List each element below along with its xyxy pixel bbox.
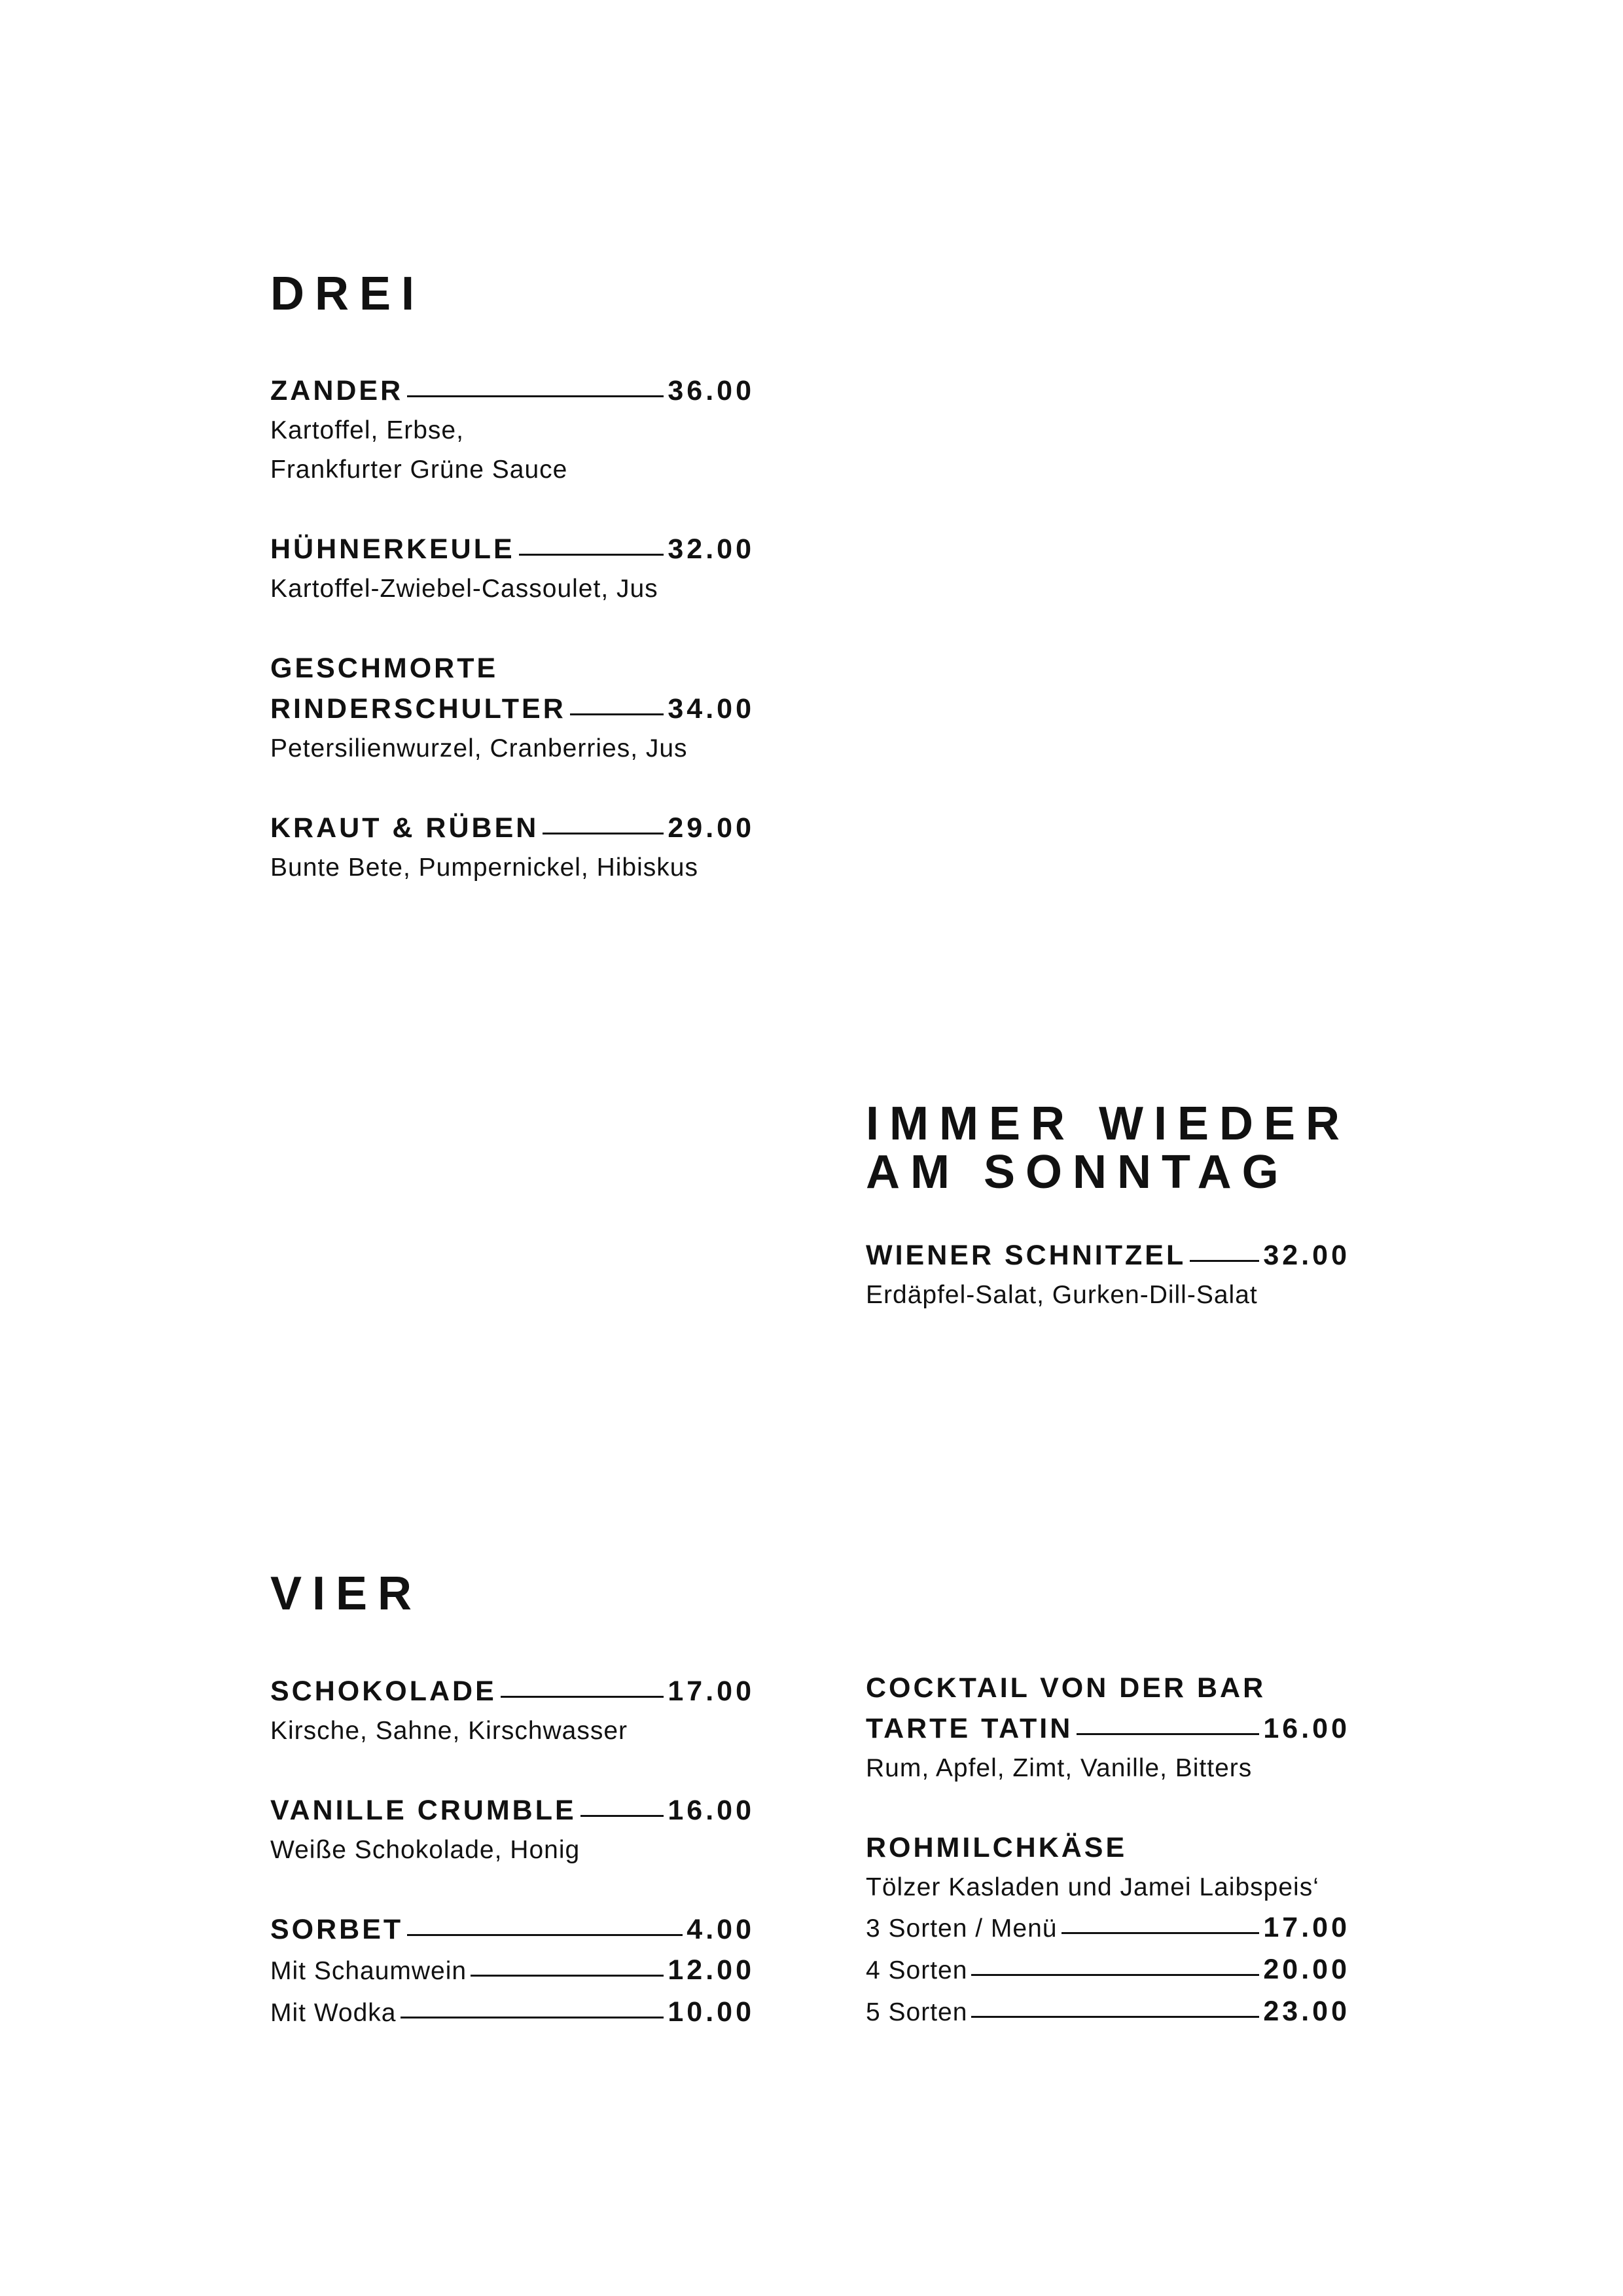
- item-price: 29.00: [668, 812, 755, 844]
- leader-line: [543, 833, 664, 834]
- item-row: [866, 1235, 1350, 1276]
- option-label: Mit Schaumwein: [270, 1957, 467, 1985]
- item-name: KRAUT & RÜBEN: [270, 812, 539, 844]
- section-title-text: DREI: [270, 268, 425, 320]
- item-price: 34.00: [668, 693, 755, 725]
- menu-section-sonntag: [866, 1235, 1350, 1354]
- option-price: 23.00: [1263, 1996, 1350, 2027]
- item-price: 36.00: [668, 375, 755, 406]
- menu-item-rohmilchkaese: [866, 1827, 1350, 2033]
- option-price: 20.00: [1263, 1954, 1350, 1985]
- option-price: 17.00: [1263, 1912, 1350, 1943]
- item-description: Kirsche, Sahne, Kirschwasser: [270, 1717, 628, 1745]
- option-price: 10.00: [668, 1996, 755, 2028]
- item-option-row: [866, 1991, 1350, 2033]
- option-label: 4 Sorten: [866, 1956, 968, 1984]
- item-row: [270, 1790, 755, 1831]
- menu-item-wiener-schnitzel: [866, 1235, 1350, 1315]
- item-description: Tölzer Kasladen und Jamei Laibspeis‘: [866, 1873, 1319, 1901]
- item-price: 17.00: [668, 1676, 755, 1707]
- item-name: ROHMILCHKÄSE: [866, 1832, 1128, 1863]
- leader-line: [407, 1934, 683, 1936]
- item-description: Rum, Apfel, Zimt, Vanille, Bitters: [866, 1754, 1253, 1782]
- leader-line: [401, 2017, 664, 2018]
- section-title-text: VIER: [270, 1568, 423, 1620]
- item-description: Kartoffel, Erbse,: [270, 416, 464, 444]
- item-price: 16.00: [1263, 1713, 1350, 1744]
- option-label: 3 Sorten / Menü: [866, 1914, 1058, 1943]
- item-option-row: [866, 1907, 1350, 1949]
- item-price: 32.00: [1263, 1240, 1350, 1271]
- item-name: RINDERSCHULTER: [270, 693, 566, 725]
- leader-line: [407, 395, 664, 397]
- item-price: 4.00: [687, 1914, 755, 1945]
- menu-section-vier-left: [270, 1671, 755, 2073]
- menu-item-sorbet: [270, 1909, 755, 2034]
- item-option-row: [270, 1992, 755, 2034]
- menu-item-tarte-tatin: [866, 1668, 1350, 1788]
- item-name-line: GESCHMORTE: [270, 653, 499, 684]
- item-price: 16.00: [668, 1795, 755, 1826]
- menu-item-rinderschulter: [270, 648, 755, 768]
- item-description: Frankfurter Grüne Sauce: [270, 456, 568, 484]
- menu-item-zander: [270, 370, 755, 490]
- item-name: TARTE TATIN: [866, 1713, 1073, 1744]
- menu-item-huehnerkeule: [270, 529, 755, 609]
- menu-section-vier-right: [866, 1668, 1350, 2072]
- section-title-line: AM SONNTAG: [866, 1146, 1289, 1198]
- item-name: WIENER SCHNITZEL: [866, 1240, 1186, 1271]
- item-row: [270, 529, 755, 569]
- item-price: 32.00: [668, 533, 755, 565]
- section-title-vier: [270, 1570, 422, 1618]
- item-description: Petersilienwurzel, Cranberries, Jus: [270, 734, 688, 762]
- leader-line: [971, 1974, 1259, 1976]
- leader-line: [1061, 1932, 1260, 1934]
- item-name: VANILLE CRUMBLE: [270, 1795, 577, 1826]
- item-row: [270, 1909, 755, 1950]
- leader-line: [501, 1696, 664, 1698]
- item-name-line: COCKTAIL VON DER BAR: [866, 1672, 1266, 1704]
- item-name: SCHOKOLADE: [270, 1676, 497, 1707]
- item-option-row: [866, 1949, 1350, 1991]
- leader-line: [519, 554, 664, 556]
- leader-line: [1190, 1260, 1259, 1262]
- option-label: Mit Wodka: [270, 1999, 397, 2027]
- leader-line: [971, 2016, 1259, 2018]
- item-row: [270, 808, 755, 848]
- item-row: [270, 689, 755, 729]
- leader-line: [471, 1975, 664, 1977]
- section-title-line: IMMER WIEDER: [866, 1098, 1350, 1150]
- item-option-row: [270, 1950, 755, 1992]
- item-name: HÜHNERKEULE: [270, 533, 515, 565]
- item-row: [270, 1671, 755, 1712]
- option-label: 5 Sorten: [866, 1998, 968, 2026]
- menu-item-kraut-rueben: [270, 808, 755, 888]
- item-name: SORBET: [270, 1914, 404, 1945]
- menu-item-schokolade: [270, 1671, 755, 1751]
- item-name: ZANDER: [270, 375, 404, 406]
- item-description: Weiße Schokolade, Honig: [270, 1836, 580, 1864]
- leader-line: [1077, 1733, 1259, 1735]
- item-description: Erdäpfel-Salat, Gurken-Dill-Salat: [866, 1281, 1258, 1309]
- item-row: [270, 370, 755, 411]
- item-row: [866, 1708, 1350, 1749]
- leader-line: [580, 1815, 664, 1817]
- leader-line: [570, 713, 664, 715]
- section-title-sonntag: [866, 1100, 1350, 1196]
- section-title-drei: [270, 270, 425, 318]
- item-description: Kartoffel-Zwiebel-Cassoulet, Jus: [270, 575, 658, 603]
- item-description: Bunte Bete, Pumpernickel, Hibiskus: [270, 853, 698, 882]
- menu-section-drei: [270, 370, 755, 927]
- option-price: 12.00: [668, 1954, 755, 1986]
- menu-item-vanille-crumble: [270, 1790, 755, 1870]
